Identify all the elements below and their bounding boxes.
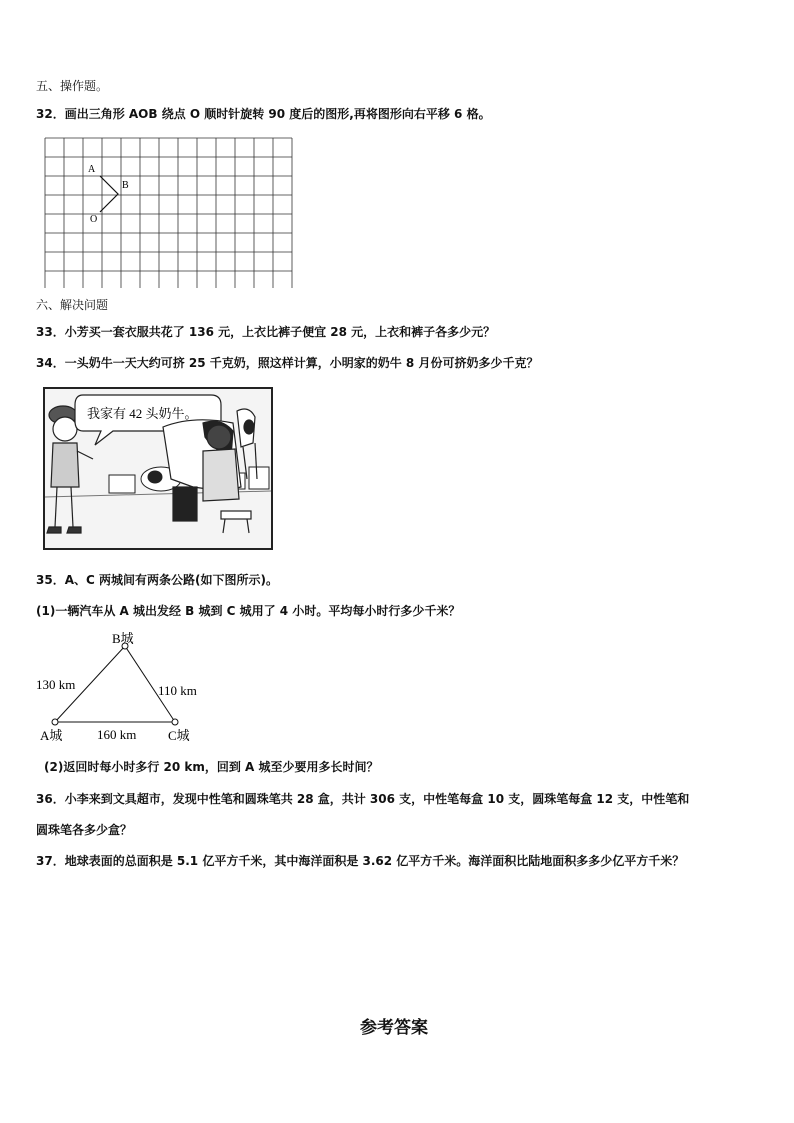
question-36-line-2: 圆珠笔各多少盒？ xyxy=(36,823,133,837)
route-ab-length: 130 km xyxy=(36,677,76,692)
point-a-label: A xyxy=(88,164,96,175)
question-37-text: 37．地球表面的总面积是 5.1 亿平方千米，其中海洋面积是 3.62 亿平方千米。海洋面积比陆地面积多多少亿平方千米？ xyxy=(36,854,685,868)
cow-farm-illustration xyxy=(43,387,273,550)
triangle-aob xyxy=(100,176,118,212)
answer-section-title: 参考答案 xyxy=(360,1018,428,1038)
question-35-part-2: (2)返回时每小时多行 20 km，回到 A 城至少要用多长时间？ xyxy=(44,760,379,774)
triangle-route-diagram xyxy=(30,632,230,748)
route-bc-length: 110 km xyxy=(158,683,197,698)
route-ac-length: 160 km xyxy=(97,727,137,742)
question-35-text: 35．A、C 两城间有两条公路(如下图所示)。 xyxy=(36,573,278,587)
section-6-heading: 六、解决问题 xyxy=(36,298,109,312)
question-36-line-1: 36．小李来到文具超市，发现中性笔和圆珠笔共 28 盒，共计 306 支，中性笔每盒 10 支，圆珠笔每盒 12 支，中性笔和 xyxy=(36,792,690,806)
city-c-point xyxy=(172,719,178,725)
question-33-text: 33．小芳买一套衣服共花了 136 元，上衣比裤子便宜 28 元，上衣和裤子各多少元？ xyxy=(36,325,496,339)
city-a-label: A城 xyxy=(40,728,63,743)
question-32-text: 32．画出三角形 AOB 绕点 O 顺时针旋转 90 度后的图形,再将图形向右平移 6 格。 xyxy=(36,107,491,121)
speech-bubble-text: 我家有 42 头奶牛。 xyxy=(87,406,198,421)
question-35-part-1: (1)一辆汽车从 A 城出发经 B 城到 C 城用了 4 小时。平均每小时行多少千米？ xyxy=(36,604,461,618)
grid-figure xyxy=(40,134,302,288)
city-c-label: C城 xyxy=(168,728,190,743)
city-b-label: B城 xyxy=(112,632,134,646)
point-o-label: O xyxy=(90,214,98,225)
section-5-heading: 五、操作题。 xyxy=(36,79,109,93)
point-b-label: B xyxy=(122,180,129,191)
city-a-point xyxy=(52,719,58,725)
question-34-text: 34．一头奶牛一天大约可挤 25 千克奶，照这样计算，小明家的奶牛 8 月份可挤奶多少千克？ xyxy=(36,356,539,370)
